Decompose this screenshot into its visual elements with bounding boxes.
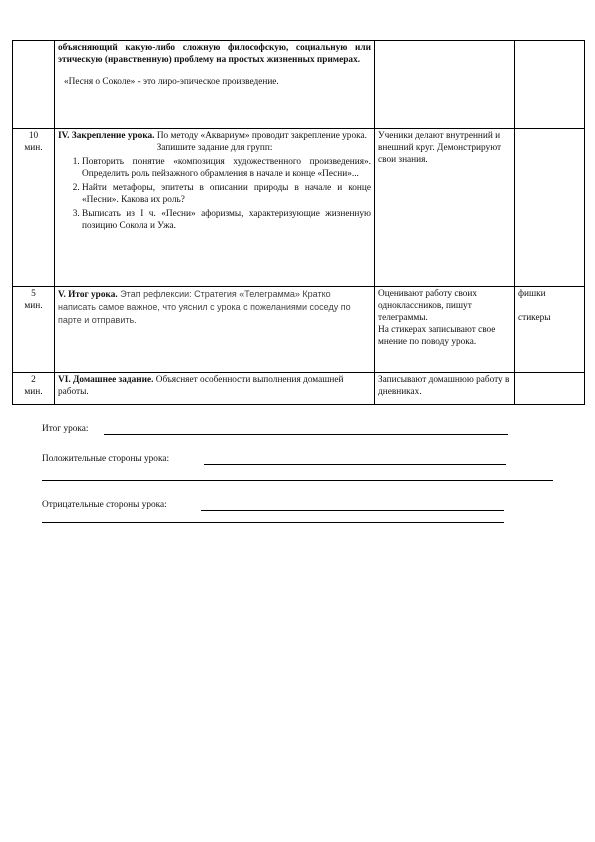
lesson-result-label: Итог урока: [42, 424, 89, 434]
stage-text: Этап рефлексии: Стратегия «Телеграмма» Кратко написать самое важное, что уяснил с урока с пожеланиями соседу по парте и отправить. [58, 289, 351, 325]
negative-underline [201, 510, 504, 511]
positive-extra-line [42, 480, 553, 481]
result-underline [104, 434, 508, 435]
assignment-heading: Запишите задание для групп: [156, 143, 273, 153]
time-value: 10 [28, 131, 39, 141]
time-cell [13, 287, 55, 373]
time-unit: мин. [24, 143, 43, 153]
stage-title: V. Итог урока. [58, 290, 118, 300]
time-cell [13, 373, 55, 405]
student-activity-line: На стикерах записывают свое мнение по поводу урока. [378, 325, 496, 347]
resources-cell [515, 287, 585, 373]
resources-cell [515, 129, 585, 287]
list-item: 1. Повторить понятие «композиция художественного произведения». Определить роль пейзажного обрамления в начале и конце «Песни»... [82, 156, 371, 180]
resources-cell [515, 373, 585, 405]
negative-aspects-label: Отрицательные стороны урока: [42, 500, 167, 510]
student-activity-cell [375, 287, 515, 373]
teacher-activity-cell [55, 373, 375, 405]
time-value: 2 [31, 375, 36, 385]
teacher-activity-cell [55, 129, 375, 287]
negative-extra-line [42, 522, 504, 523]
resource-item: стикеры [518, 313, 551, 323]
table-row [13, 129, 585, 287]
time-cell [13, 129, 55, 287]
teacher-activity-cell [55, 287, 375, 373]
stage-text: Объясняет особенности выполнения домашней работы. [58, 375, 344, 397]
student-activity-cell [375, 41, 515, 129]
list-item: 3. Выписать из I ч. «Песни» афоризмы, характеризующие жизненную позицию Сокола и Ужа. [82, 208, 371, 232]
stage-text: По методу «Аквариум» проводит закрепление урока. [154, 131, 367, 141]
note-text: «Песня о Соколе» - это лиро-эпическое произведение. [64, 77, 279, 87]
stage-title: VI. Домашнее задание. [58, 375, 154, 385]
stage-title: IV. Закрепление урока. [58, 131, 155, 141]
teacher-activity-cell [55, 41, 375, 129]
time-cell [13, 41, 55, 129]
student-activity-cell: Ученики делают внутренний и внешний круг. Демонстрируют свои знания. [375, 129, 515, 287]
list-item: 2. Найти метафоры, эпитеты в описании природы в начале и конце «Песни». Какова их роль? [82, 182, 371, 206]
time-unit: мин. [24, 387, 43, 397]
lesson-plan-table [12, 40, 585, 405]
positive-aspects-label: Положительные стороны урока: [42, 454, 170, 464]
student-activity-cell: Записывают домашнюю работу в дневниках. [375, 373, 515, 405]
student-activity-line: Оценивают работу своих одноклассников, пишут телеграммы. [378, 289, 478, 323]
resources-cell [515, 41, 585, 129]
time-value: 5 [31, 289, 36, 299]
resource-item: фишки [518, 289, 546, 299]
time-unit: мин. [24, 301, 43, 311]
bold-paragraph: объясняющий какую-либо сложную философскую, социальную или этическую (нравственную) проблему на простых жизненных примерах. [58, 43, 371, 65]
table-row [13, 373, 585, 405]
task-list [58, 156, 371, 232]
table-row [13, 41, 585, 129]
positive-underline [204, 464, 506, 465]
table-row [13, 287, 585, 373]
